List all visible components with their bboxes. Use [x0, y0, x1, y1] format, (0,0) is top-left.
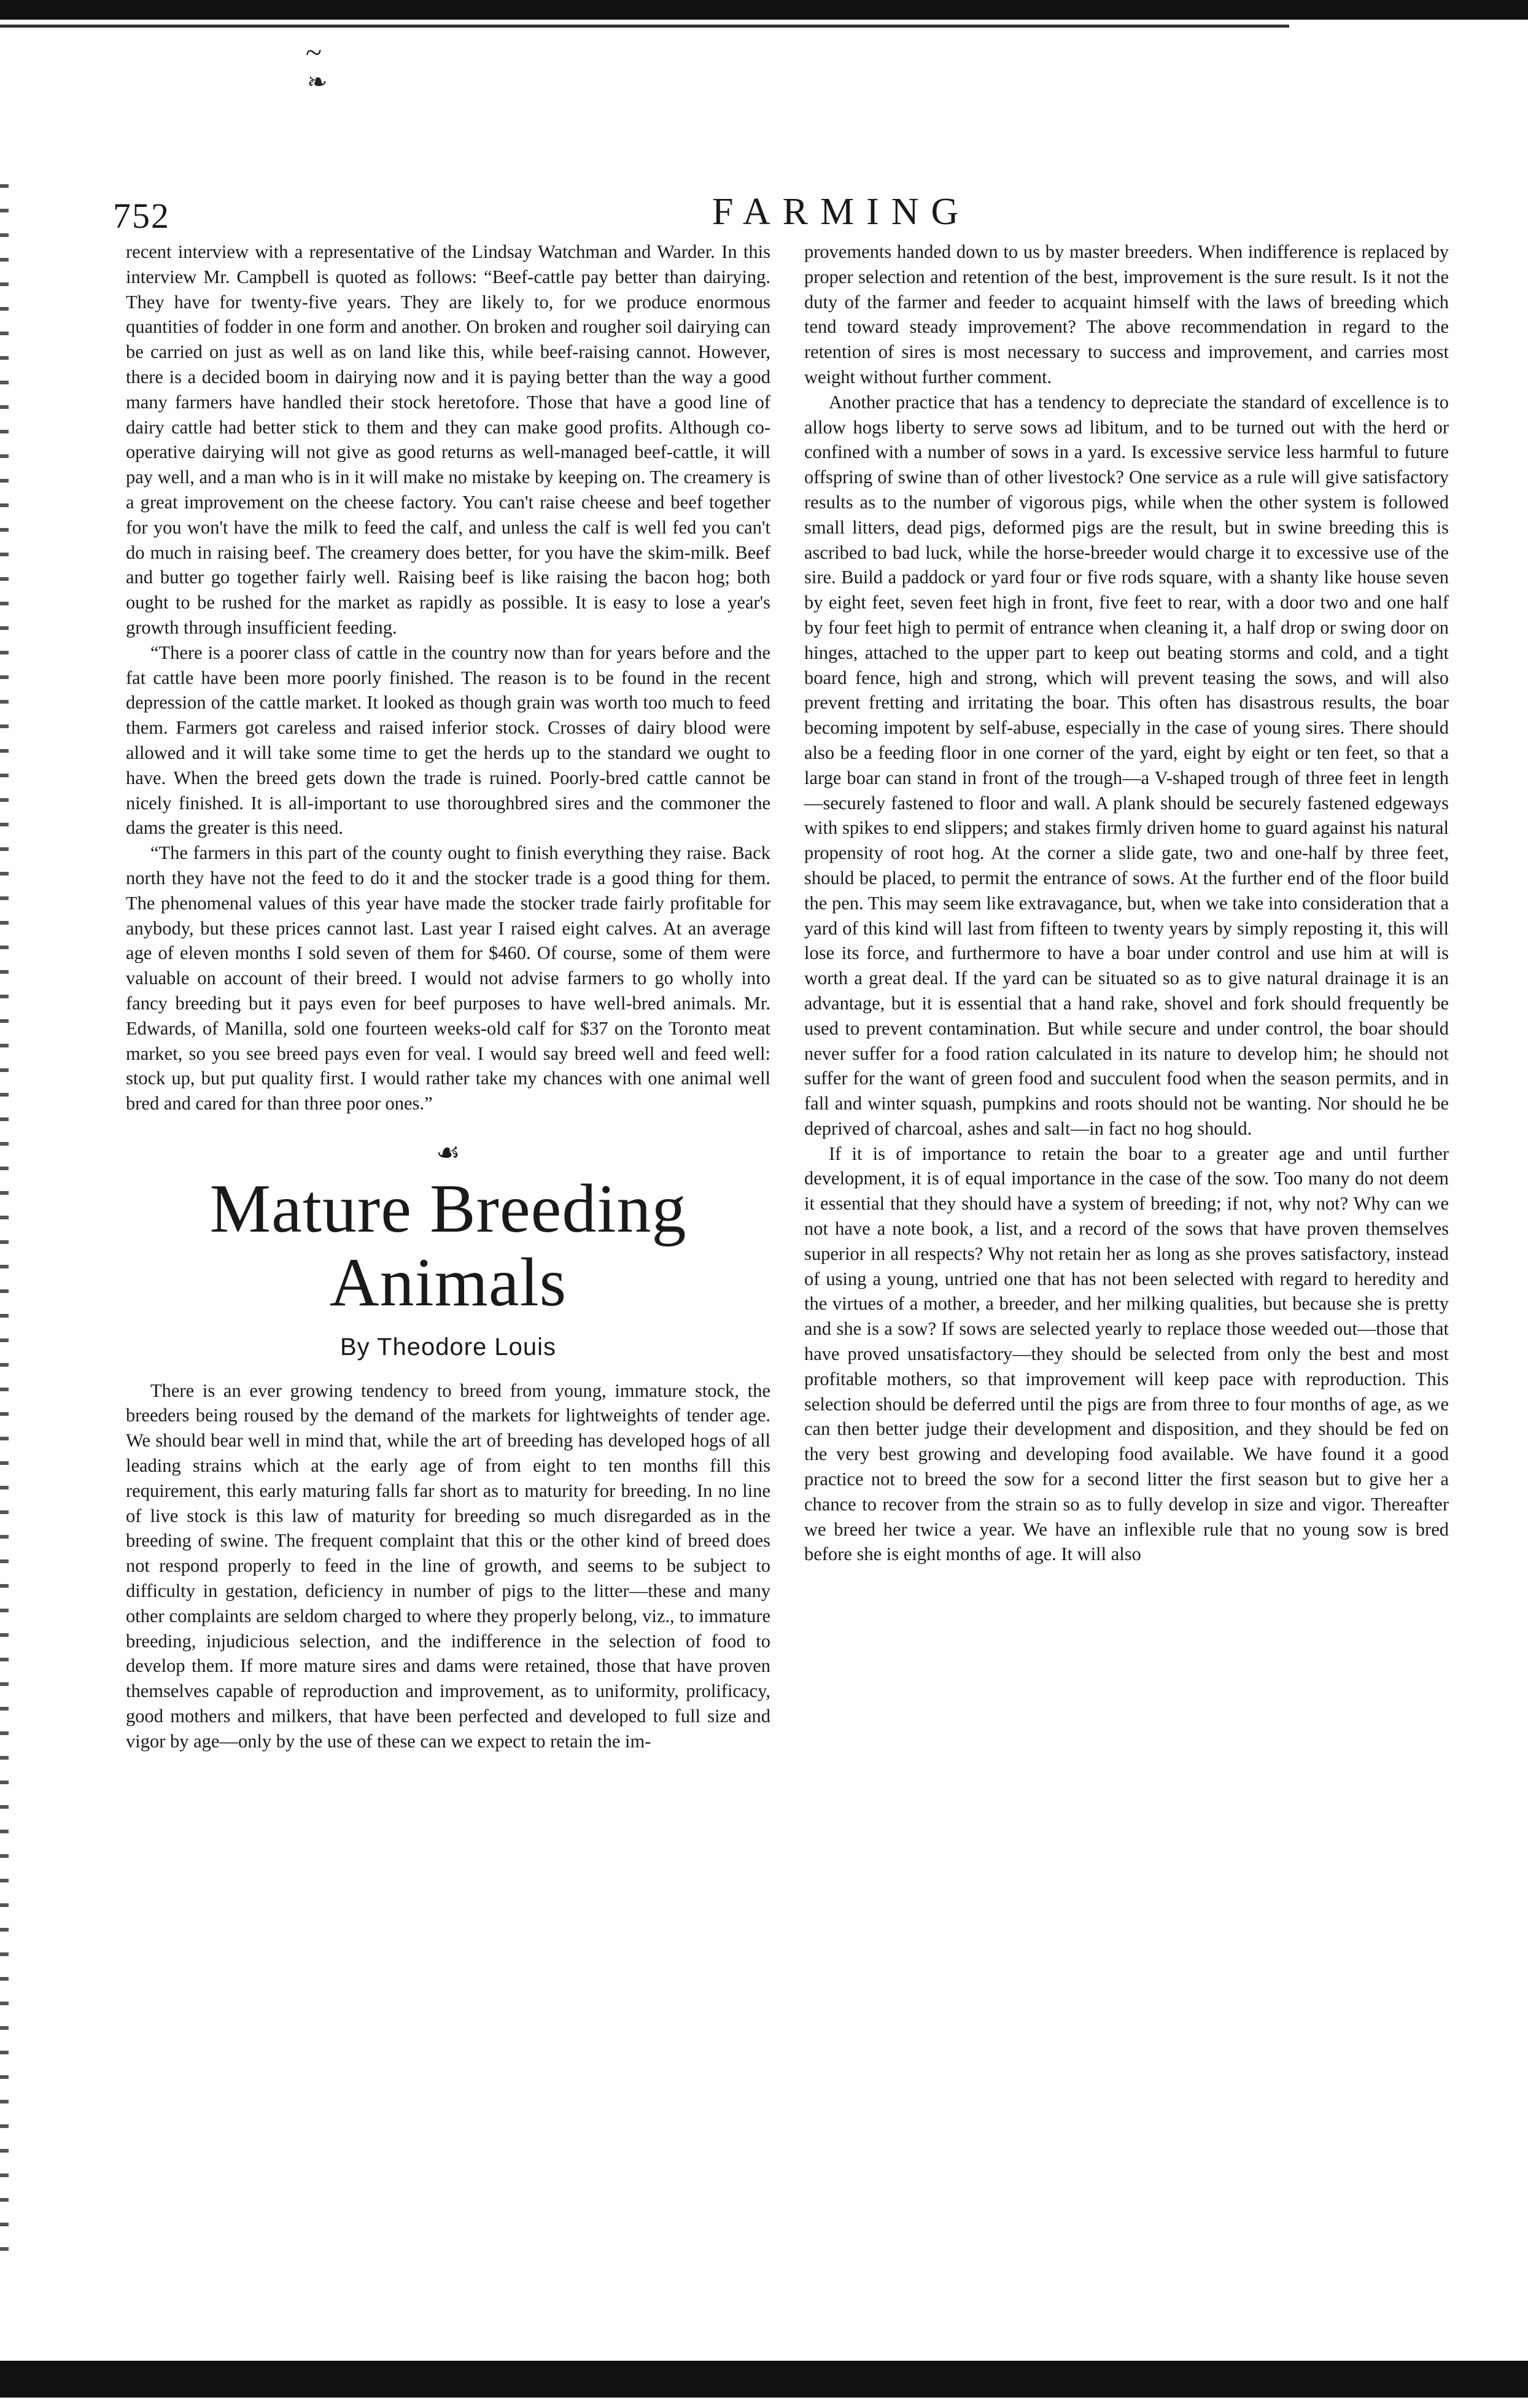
- paragraph: Another practice that has a tendency to depreciate the standard of excellence is to allow hogs liberty to serve sows ad libitum, and to be turned out with the herd or confined with a number of sows in a yard. Is excessive service less harmful to future offspring of swine than of other livestock? One service as a rule will give satisfactory results as to the number of vigorous pigs, while when the other system is followed small litters, dead pigs, deformed pigs are the result, but in swine breeding this is ascribed to bad luck, while the horse-breeder would charge it to excessive use of the sire. Build a paddock or yard four or five rods square, with a shanty like house seven by eight feet, seven feet high in front, five feet to rear, with a door two and one half by four feet high to permit of entrance when cleaning it, a half drop or swing door on hinges, attached to the upper part to keep out beating storms and cold, and a tight board fence, high and strong, which will prevent teasing the sows, and will also prevent fretting and irritating the boar. This often has disastrous results, the boar becoming impotent by self-abuse, especially in the case of young sires. There should also be a feeding floor in one corner of the yard, eight by eight or ten feet, so that a large boar can stand in front of the trough—a V-shaped trough of three feet in length—securely fastened to floor and wall. A plank should be securely fastened edgeways with spikes to end slippers; and stakes firmly driven home to guard against his natural propensity of root hog. At the corner a slide gate, two and one-half by three feet, should be placed, to permit the entrance of sows. At the further end of the floor build the pen. This may seem like extravagance, but, when we take into consideration that a yard of this kind will last from fifteen to twenty years by simply reposting it, this will lose its force, and furthermore to have a boar under control and use him at will is worth a great deal. If the yard can be situated so as to give natural drainage it is an advantage, but it is essential that a hand rake, shovel and fork should frequently be used to prevent contamination. But while secure and under control, the boar should never suffer for a food ration calculated in its nature to develop him; he should not suffer for the want of green food and succulent food when the season permits, and in fall and winter squash, pumpkins and roots should not be wanting. Nor should he be deprived of charcoal, ashes and salt—in fact no hog should.: [804, 391, 1449, 1139]
- section-ornament-icon: ☙: [436, 1137, 460, 1168]
- top-thin-rule: [0, 25, 1289, 28]
- bottom-border-rule: [0, 2361, 1528, 2398]
- right-column: [804, 239, 1449, 1567]
- paragraph: “There is a poorer class of cattle in the country now than for years before and the fat cattle have been more poorly finished. The reason is to be found in the recent depression of the cattle market. It looked as though grain was worth too much to feed them. Farmers got careless and raised inferior stock. Crosses of dairy blood were allowed and it will take some time to get the herds up to the standard we ought to have. When the breed gets down the trade is ruined. Poorly-bred cattle cannot be nicely finished. It is all-important to use thoroughbred sires and the commoner the dams the greater is this need.: [126, 642, 770, 839]
- page-number: 752: [113, 196, 170, 236]
- left-column: [126, 239, 770, 1754]
- paragraph: provements handed down to us by master breeders. When indifference is replaced by proper selection and retention of the best, improvement is the sure result. Is it not the duty of the farmer and feeder to acquaint himself with the laws of breeding which tend toward steady improvement? The above recommendation in regard to the retention of sires is most necessary to success and improvement, and carries most weight without further comment.: [804, 241, 1449, 387]
- running-head: FARMING: [712, 191, 971, 233]
- printer-mark-icon: ❧: [307, 68, 328, 96]
- top-border-rule: [0, 0, 1528, 20]
- article-byline: By Theodore Louis: [339, 1333, 557, 1361]
- binding-edge: [0, 184, 9, 2272]
- flourish-mark: ~: [306, 36, 322, 69]
- paragraph: There is an ever growing tendency to breed from young, immature stock, the breeders being roused by the demand of the markets for lightweights of tender age. We should bear well in mind that, while the art of breeding has developed hogs of all leading strains which at the early age of from eight to ten months fill this requirement, this early maturing falls far short as to maturity for breeding. In no line of live stock is this law of maturity for breeding so much disregarded as in the breeding of swine. The frequent complaint that this or the other kind of breed does not respond properly to feed in the line of growth, and seems to be subject to difficulty in gestation, deficiency in number of pigs to the litter—these and many other complaints are seldom charged to where they properly belong, viz., to immature breeding, injudicious selection, and the indifference in the selection of food to develop them. If more mature sires and dams were retained, those that have proven themselves capable of reproduction and improvement, as to uniformity, prolificacy, good mothers and milkers, that have been perfected and developed to full size and vigor by age—only by the use of these can we expect to retain the im-: [126, 1380, 770, 1752]
- article-title: Mature Breeding Animals: [209, 1170, 687, 1321]
- paragraph: “The farmers in this part of the county ought to finish everything they raise. Back north they have not the feed to do it and the stocker trade is a good thing for them. The phenomenal values of this year have made the stocker trade fairly profitable for anybody, but these prices cannot last. Last year I raised eight calves. At an average age of eleven months I sold seven of them for $460. Of course, some of them were valuable on account of their breed. I would not advise farmers to go wholly into fancy breeding but it pays even for beef purposes to have well-bred animals. Mr. Edwards, of Manilla, sold one fourteen weeks-old calf for $37 on the Toronto meat market, so you see breed pays even for veal. I would say breed well and feed well: stock up, but put quality first. I would rather take my chances with one animal well bred and cared for than three poor ones.”: [126, 842, 770, 1114]
- paragraph: recent interview with a representative of the Lindsay Watchman and Warder. In this interview Mr. Campbell is quoted as follows: “Beef-cattle pay better than dairying. They have for twenty-five years. They are likely to, for we produce enormous quantities of fodder in one form and another. On broken and rougher soil dairying can be carried on just as well as on land like this, while beef-raising cannot. However, there is a decided boom in dairying now and it is paying better than the way a good many farmers have handled their stock heretofore. Those that have a good line of dairy cattle had better stick to them and they can make good profits. Although co-operative dairying will not give as good returns as well-managed beef-cattle, it will pay well, and a man who is in it will make no mistake by keeping on. The creamery is a great improvement on the cheese factory. You can't raise cheese and beef together for you won't have the milk to feed the calf, and unless the calf is well fed you can't do much in raising beef. The creamery does better, for you have the skim-milk. Beef and butter go together fairly well. Raising beef is like raising the bacon hog; both ought to be rushed for the market as rapidly as possible. It is easy to lose a year's growth through insufficient feeding.: [126, 241, 770, 638]
- paragraph: If it is of importance to retain the boar to a greater age and until further development, it is of equal importance in the case of the sow. Too many do not deem it essential that they should have a system of breeding; if not, why not? Why can we not have a note book, a list, and a record of the sows that have proven themselves superior in all respects? Why not retain her as long as she proves satisfactory, instead of using a young, untried one that has not been selected with regard to heredity and the virtues of a mother, a breeder, and her milking qualities, but because she is pretty and she is a sow? If sows are selected yearly to replace those weeded out—those that have proved unsatisfactory—they should be selected from only the best and most profitable mothers, so that improvement will keep pace with reproduction. This selection should be deferred until the pigs are from three to four months of age, as we can then better judge their development and disposition, and they should be fed on the very best growing and developing food available. We have found it a good practice not to breed the sow for a second litter the first season but to give her a chance to recover from the strain so as to fully develop in size and vigor. Thereafter we breed her twice a year. We have an inflexible rule that no young sow is bred before she is eight months of age. It will also: [804, 1143, 1449, 1565]
